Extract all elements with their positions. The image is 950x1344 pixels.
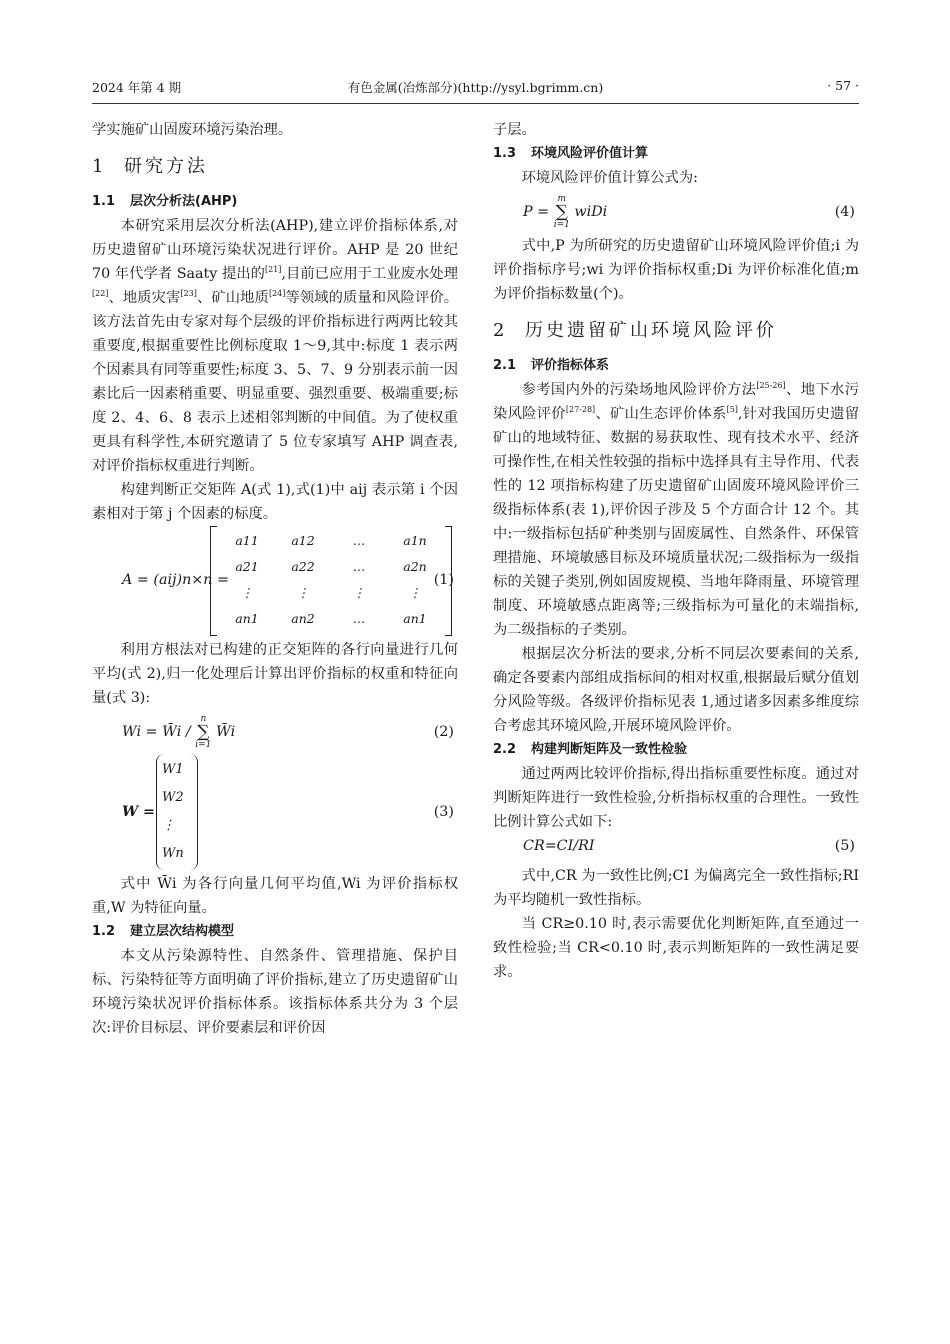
matrix-cell: a2n [403,559,427,574]
vector-cell: Wn [162,846,184,861]
page-number: · 57 · [827,78,859,93]
matrix-cell: ⋮ [408,585,422,600]
running-header [92,78,859,100]
matrix-cell: … [352,533,366,548]
citation[interactable]: [25-26] [756,381,786,391]
section-heading [92,152,458,182]
matrix-cell: an1 [235,611,259,626]
paragraph: 利用方根法对已构建的正交矩阵的各行向量进行几何平均(式 2),归一化处理后计算出评价指标的权重和特征向量(式 3): [92,642,458,706]
subsection-heading [493,142,859,166]
section-number: 1 [92,156,107,177]
matrix-table [219,528,443,632]
sum-upper: n [200,714,207,724]
equation-1 [92,526,458,638]
text-run: 等领域的质量和风险评价。该方法首先由专家对每个层级的评价指标进行两两比较其重要度,根据重要性比例标度取 1～9,其中:标度 1 表示两个因素具有同等重要性;标度 3、5、7、9 分别表示前一因素比后一因素稍重要、明显重要、强烈重要、极端重要;标度 2、4、6、8 表示上述相邻判断的中间值。为了使权重更具有科学性,本研究邀请了 5 位专家填写 AHP 调查表,对评价指标权重进行判断。 [92,290,459,474]
matrix-cell: a22 [291,559,315,574]
equation-2 [92,710,458,754]
citation[interactable]: [5] [726,405,738,415]
section-number: 2 [493,320,508,341]
summation [554,194,570,230]
subsection-number: 1.1 [92,194,116,209]
vector-cell: W2 [162,790,184,805]
section-heading [493,316,859,346]
equation-rhs: wiDi [574,204,608,220]
matrix-cell: a11 [235,533,259,548]
header-rule [92,103,859,104]
paragraph: 子层。 [493,122,536,138]
paragraph: 当 CR≥0.10 时,表示需要优化判断矩阵,直至通过一致性检验;当 CR<0.10 时,表示判断矩阵的一致性满足要求。 [493,916,859,980]
paragraph: 环境风险评价值计算公式为: [521,170,698,186]
sum-lower: i=1 [195,740,212,750]
text-run: 、矿山生态评价体系 [595,406,727,422]
matrix [210,526,452,636]
subsection-title: 构建判断矩阵及一致性检验 [531,742,688,757]
citation[interactable]: [24] [268,289,286,299]
text-run: ,目前已应用于工业废水处理 [281,266,458,282]
issue-label: 2024 年第 4 期 [92,80,182,95]
subsection-heading [92,920,458,944]
equation-number: (5) [834,838,855,854]
summation [195,714,211,750]
sum-lower: i=1 [553,220,570,230]
equation-lhs: W = [122,804,156,820]
citation[interactable]: [21] [264,265,282,275]
equation-lhs: Wi = W̄i / [122,724,191,740]
equation-lhs: A = (aij)n×n = [122,572,229,588]
equation-3 [92,754,458,872]
text-run: ,针对我国历史遗留矿山的地域特征、数据的易获取性、现有技术水平、经济可操作性,在相关性较强的指标中选择具有主导作用、代表性的 12 项指标构建了历史遗留矿山固废环境风险评价三级指标体系(表 1),评价因子涉及 5 个方面合计 12 个。其中:一级指标包括矿种类别与固废属性、自然条件、环保管理措施、环境敏感目标及环境质量状况;二级指标为一级指标的关键子类别,例如固废规模、当地年降雨量、环境管理制度、环境敏感点距离等;三级指标为可量化的末端指标,为二级指标的子类别。 [493,406,860,638]
right-column [493,118,859,984]
matrix-cell: ⋮ [296,585,310,600]
matrix-cell: an2 [291,611,315,626]
paragraph [92,214,458,478]
paragraph: 构建判断正交矩阵 A(式 1),式(1)中 aij 表示第 i 个因素相对于第 j 个因素的标度。 [92,482,458,522]
subsection-title: 层次分析法(AHP) [130,194,238,209]
citation[interactable]: [27-28] [565,405,596,415]
equation-5 [493,834,859,864]
left-column [92,118,458,1040]
subsection-number: 1.3 [493,146,517,161]
matrix-cell: a21 [235,559,259,574]
section-title: 研究方法 [124,156,208,177]
subsection-title: 评价指标体系 [531,358,610,373]
paragraph: 本文从污染源特性、自然条件、管理措施、保护目标、污染特征等方面明确了评价指标,建立了历史遗留矿山环境污染状况评价指标体系。该指标体系共分为 3 个层次:评价目标层、评价要素层和评价因 [92,948,458,1036]
equation-number: (4) [834,204,855,220]
subsection-number: 2.1 [493,358,517,373]
vector-cell: ⋮ [162,818,175,833]
equation-lhs: P = [523,204,550,220]
equation-body: CR=CI/RI [523,838,595,854]
equation-number: (1) [433,572,454,588]
vector-cell: W1 [162,762,184,777]
sum-upper: m [557,194,567,204]
section-title: 历史遗留矿山环境风险评价 [525,320,777,341]
citation[interactable]: [23] [180,289,197,299]
subsection-number: 2.2 [493,742,517,757]
matrix-cell: ⋮ [352,585,366,600]
paragraph: 式中,CR 为一致性比例;CI 为偏离完全一致性指标;RI 为平均随机一致性指标。 [493,868,859,908]
equation-number: (3) [433,804,454,820]
text-run: 参考国内外的污染场地风险评价方法 [521,382,757,398]
equation-rhs: W̄i [215,724,236,740]
matrix-cell: ⋮ [240,585,254,600]
matrix-cell: … [352,611,366,626]
subsection-heading [493,738,859,762]
sigma-icon: ∑ [555,202,568,222]
paragraph: 式中 W̄i 为各行向量几何平均值,Wi 为评价指标权重,W 为特征向量。 [92,876,458,916]
paragraph: 学实施矿山固废环境污染治理。 [92,122,293,138]
matrix-cell: a12 [291,533,315,548]
matrix-cell: a1n [403,533,427,548]
citation[interactable]: [22] [92,289,109,299]
paragraph: 通过两两比较评价指标,得出指标重要性标度。通过对判断矩阵进行一致性检验,分析指标权重的合理性。一致性比例计算公式如下: [493,766,859,830]
paragraph: 根据层次分析法的要求,分析不同层次要素间的关系,确定各要素内部组成指标间的相对权重,根据最后赋分值划分风险等级。各级评价指标见表 1,通过诸多因素多维度综合考虑其环境风险,开展环境风险评价。 [493,646,859,734]
subsection-heading [92,190,458,214]
matrix-cell: an1 [403,611,427,626]
equation-number: (2) [433,724,454,740]
paragraph [493,378,859,642]
text-run: 、地下水污染风险评价 [493,382,860,422]
subsection-heading [493,354,859,378]
journal-name: 有色金属(冶炼部分)(http://ysyl.bgrimm.cn) [347,80,604,95]
subsection-title: 建立层次结构模型 [130,924,235,939]
text-run: 、地质灾害 [108,290,181,306]
matrix-cell: … [352,559,366,574]
text-run: 本研究采用层次分析法(AHP),建立评价指标体系,对历史遗留矿山环境污染状况进行评价。AHP 是 20 世纪 70 年代学者 Saaty 提出的 [92,218,458,282]
subsection-title: 环境风险评价值计算 [531,146,649,161]
equation-4 [493,190,859,234]
text-run: 、矿山地质 [196,290,269,306]
sigma-icon: ∑ [197,722,210,742]
subsection-number: 1.2 [92,924,116,939]
paragraph: 式中,P 为所研究的历史遗留矿山环境风险评价值;i 为评价指标序号;wi 为评价指标权重;Di 为评价标准化值;m 为评价指标数量(个)。 [493,238,859,302]
